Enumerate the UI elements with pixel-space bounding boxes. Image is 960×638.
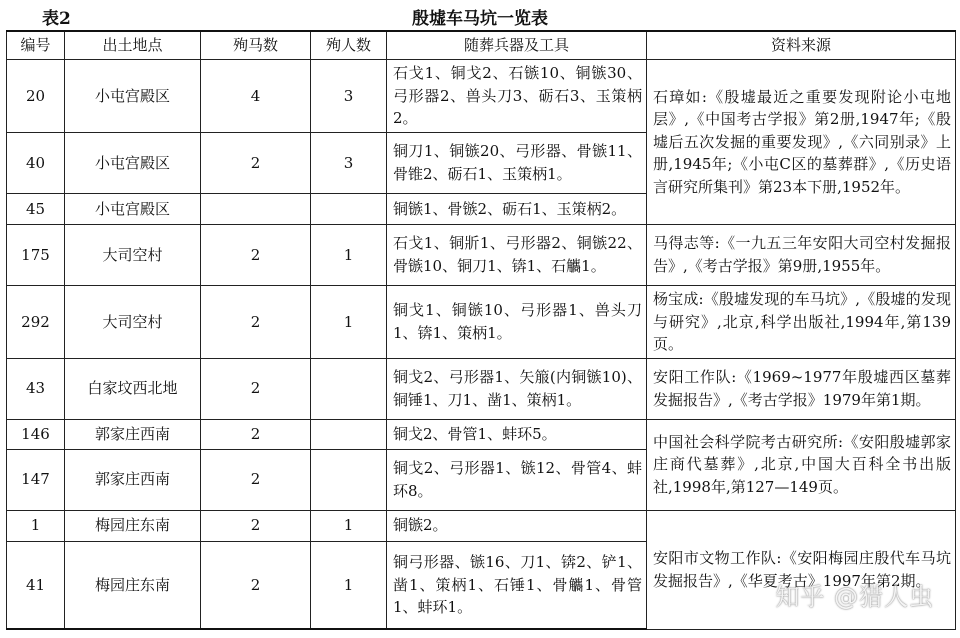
cell-items: 石戈1、铜斨1、弓形器2、铜镞22、骨镞10、铜刀1、锛1、石觿1。 (387, 225, 647, 286)
cell-location: 郭家庄西南 (65, 449, 201, 510)
cell-source: 杨宝成:《殷墟发现的车马坑》,《殷墟的发现与研究》,北京,科学出版社,1994年,第139页。 (647, 286, 956, 359)
cell-horses: 2 (201, 286, 311, 359)
cell-horses: 2 (201, 358, 311, 419)
cell-location: 梅园庄东南 (65, 541, 201, 629)
table-row (7, 225, 956, 286)
cell-location: 大司空村 (65, 225, 201, 286)
table-row (7, 60, 956, 133)
cell-id: 20 (7, 60, 65, 133)
header-source: 资料来源 (647, 31, 956, 60)
cell-location: 白家坟西北地 (65, 358, 201, 419)
table-label: 表2 (42, 9, 71, 29)
table-row (7, 358, 956, 419)
table-title: 殷墟车马坑一览表 (412, 9, 548, 29)
header-row (7, 31, 956, 60)
cell-horses: 2 (201, 541, 311, 629)
cell-horses: 2 (201, 419, 311, 449)
cell-humans (311, 358, 387, 419)
cell-humans (311, 449, 387, 510)
zhihu-watermark: 知乎 @猎人虫 (775, 583, 934, 611)
header-humans: 殉人数 (311, 31, 387, 60)
cell-id: 45 (7, 194, 65, 225)
cell-items: 铜戈1、铜镞10、弓形器1、兽头刀1、锛1、策柄1。 (387, 286, 647, 359)
cell-horses: 2 (201, 133, 311, 194)
cell-location: 小屯宫殿区 (65, 133, 201, 194)
cell-location: 小屯宫殿区 (65, 194, 201, 225)
table-row (7, 286, 956, 359)
cell-source: 石璋如:《殷墟最近之重要发现附论小屯地层》,《中国考古学报》第2册,1947年;《殷墟后五次发掘的重要发现》,《六同别录》上册,1945年;《小屯C区的墓葬群》,《历史语言研究所集刊》第23本下册,1952年。 (647, 60, 956, 225)
cell-id: 175 (7, 225, 65, 286)
cell-source: 马得志等:《一九五三年安阳大司空村发掘报告》,《考古学报》第9册,1955年。 (647, 225, 956, 286)
cell-id: 41 (7, 541, 65, 629)
header-location: 出土地点 (65, 31, 201, 60)
cell-location: 郭家庄西南 (65, 419, 201, 449)
table-row (7, 419, 956, 449)
header-id: 编号 (7, 31, 65, 60)
cell-source: 安阳市文物工作队:《安阳梅园庄殷代车马坑发掘报告》,《华夏考古》1997年第2期。 (647, 510, 956, 629)
cell-source: 安阳工作队:《1969~1977年殷墟西区墓葬发掘报告》,《考古学报》1979年第1期。 (647, 358, 956, 419)
cell-id: 292 (7, 286, 65, 359)
cell-location: 大司空村 (65, 286, 201, 359)
cell-items: 铜镞2。 (387, 510, 647, 541)
cell-id: 43 (7, 358, 65, 419)
cell-source: 中国社会科学院考古研究所:《安阳殷墟郭家庄商代墓葬》,北京,中国大百科全书出版社,1998年,第127—149页。 (647, 419, 956, 510)
cell-id: 146 (7, 419, 65, 449)
cell-humans: 1 (311, 541, 387, 629)
cell-humans (311, 194, 387, 225)
caption-row (0, 0, 960, 30)
chariot-pit-table (6, 30, 956, 630)
cell-humans: 3 (311, 133, 387, 194)
table-row (7, 510, 956, 541)
cell-horses (201, 194, 311, 225)
cell-horses: 2 (201, 449, 311, 510)
cell-humans: 1 (311, 225, 387, 286)
cell-humans (311, 419, 387, 449)
cell-horses: 2 (201, 510, 311, 541)
cell-id: 1 (7, 510, 65, 541)
cell-items: 石戈1、铜戈2、石镞10、铜镞30、弓形器2、兽头刀3、砺石3、玉策柄2。 (387, 60, 647, 133)
cell-location: 小屯宫殿区 (65, 60, 201, 133)
cell-id: 40 (7, 133, 65, 194)
cell-items: 铜戈2、弓形器1、镞12、骨管4、蚌环8。 (387, 449, 647, 510)
header-items: 随葬兵器及工具 (387, 31, 647, 60)
cell-items: 铜弓形器、镞16、刀1、锛2、铲1、凿1、策柄1、石锤1、骨觿1、骨管1、蚌环1。 (387, 541, 647, 629)
cell-items: 铜戈2、骨管1、蚌环5。 (387, 419, 647, 449)
cell-items: 铜镞1、骨镞2、砺石1、玉策柄2。 (387, 194, 647, 225)
cell-horses: 4 (201, 60, 311, 133)
header-horses: 殉马数 (201, 31, 311, 60)
cell-humans: 1 (311, 510, 387, 541)
cell-id: 147 (7, 449, 65, 510)
cell-humans: 1 (311, 286, 387, 359)
cell-location: 梅园庄东南 (65, 510, 201, 541)
cell-items: 铜刀1、铜镞20、弓形器、骨镞11、骨锥2、砺石1、玉策柄1。 (387, 133, 647, 194)
cell-horses: 2 (201, 225, 311, 286)
cell-items: 铜戈2、弓形器1、矢箙(内铜镞10)、铜锤1、刀1、凿1、策柄1。 (387, 358, 647, 419)
cell-humans: 3 (311, 60, 387, 133)
